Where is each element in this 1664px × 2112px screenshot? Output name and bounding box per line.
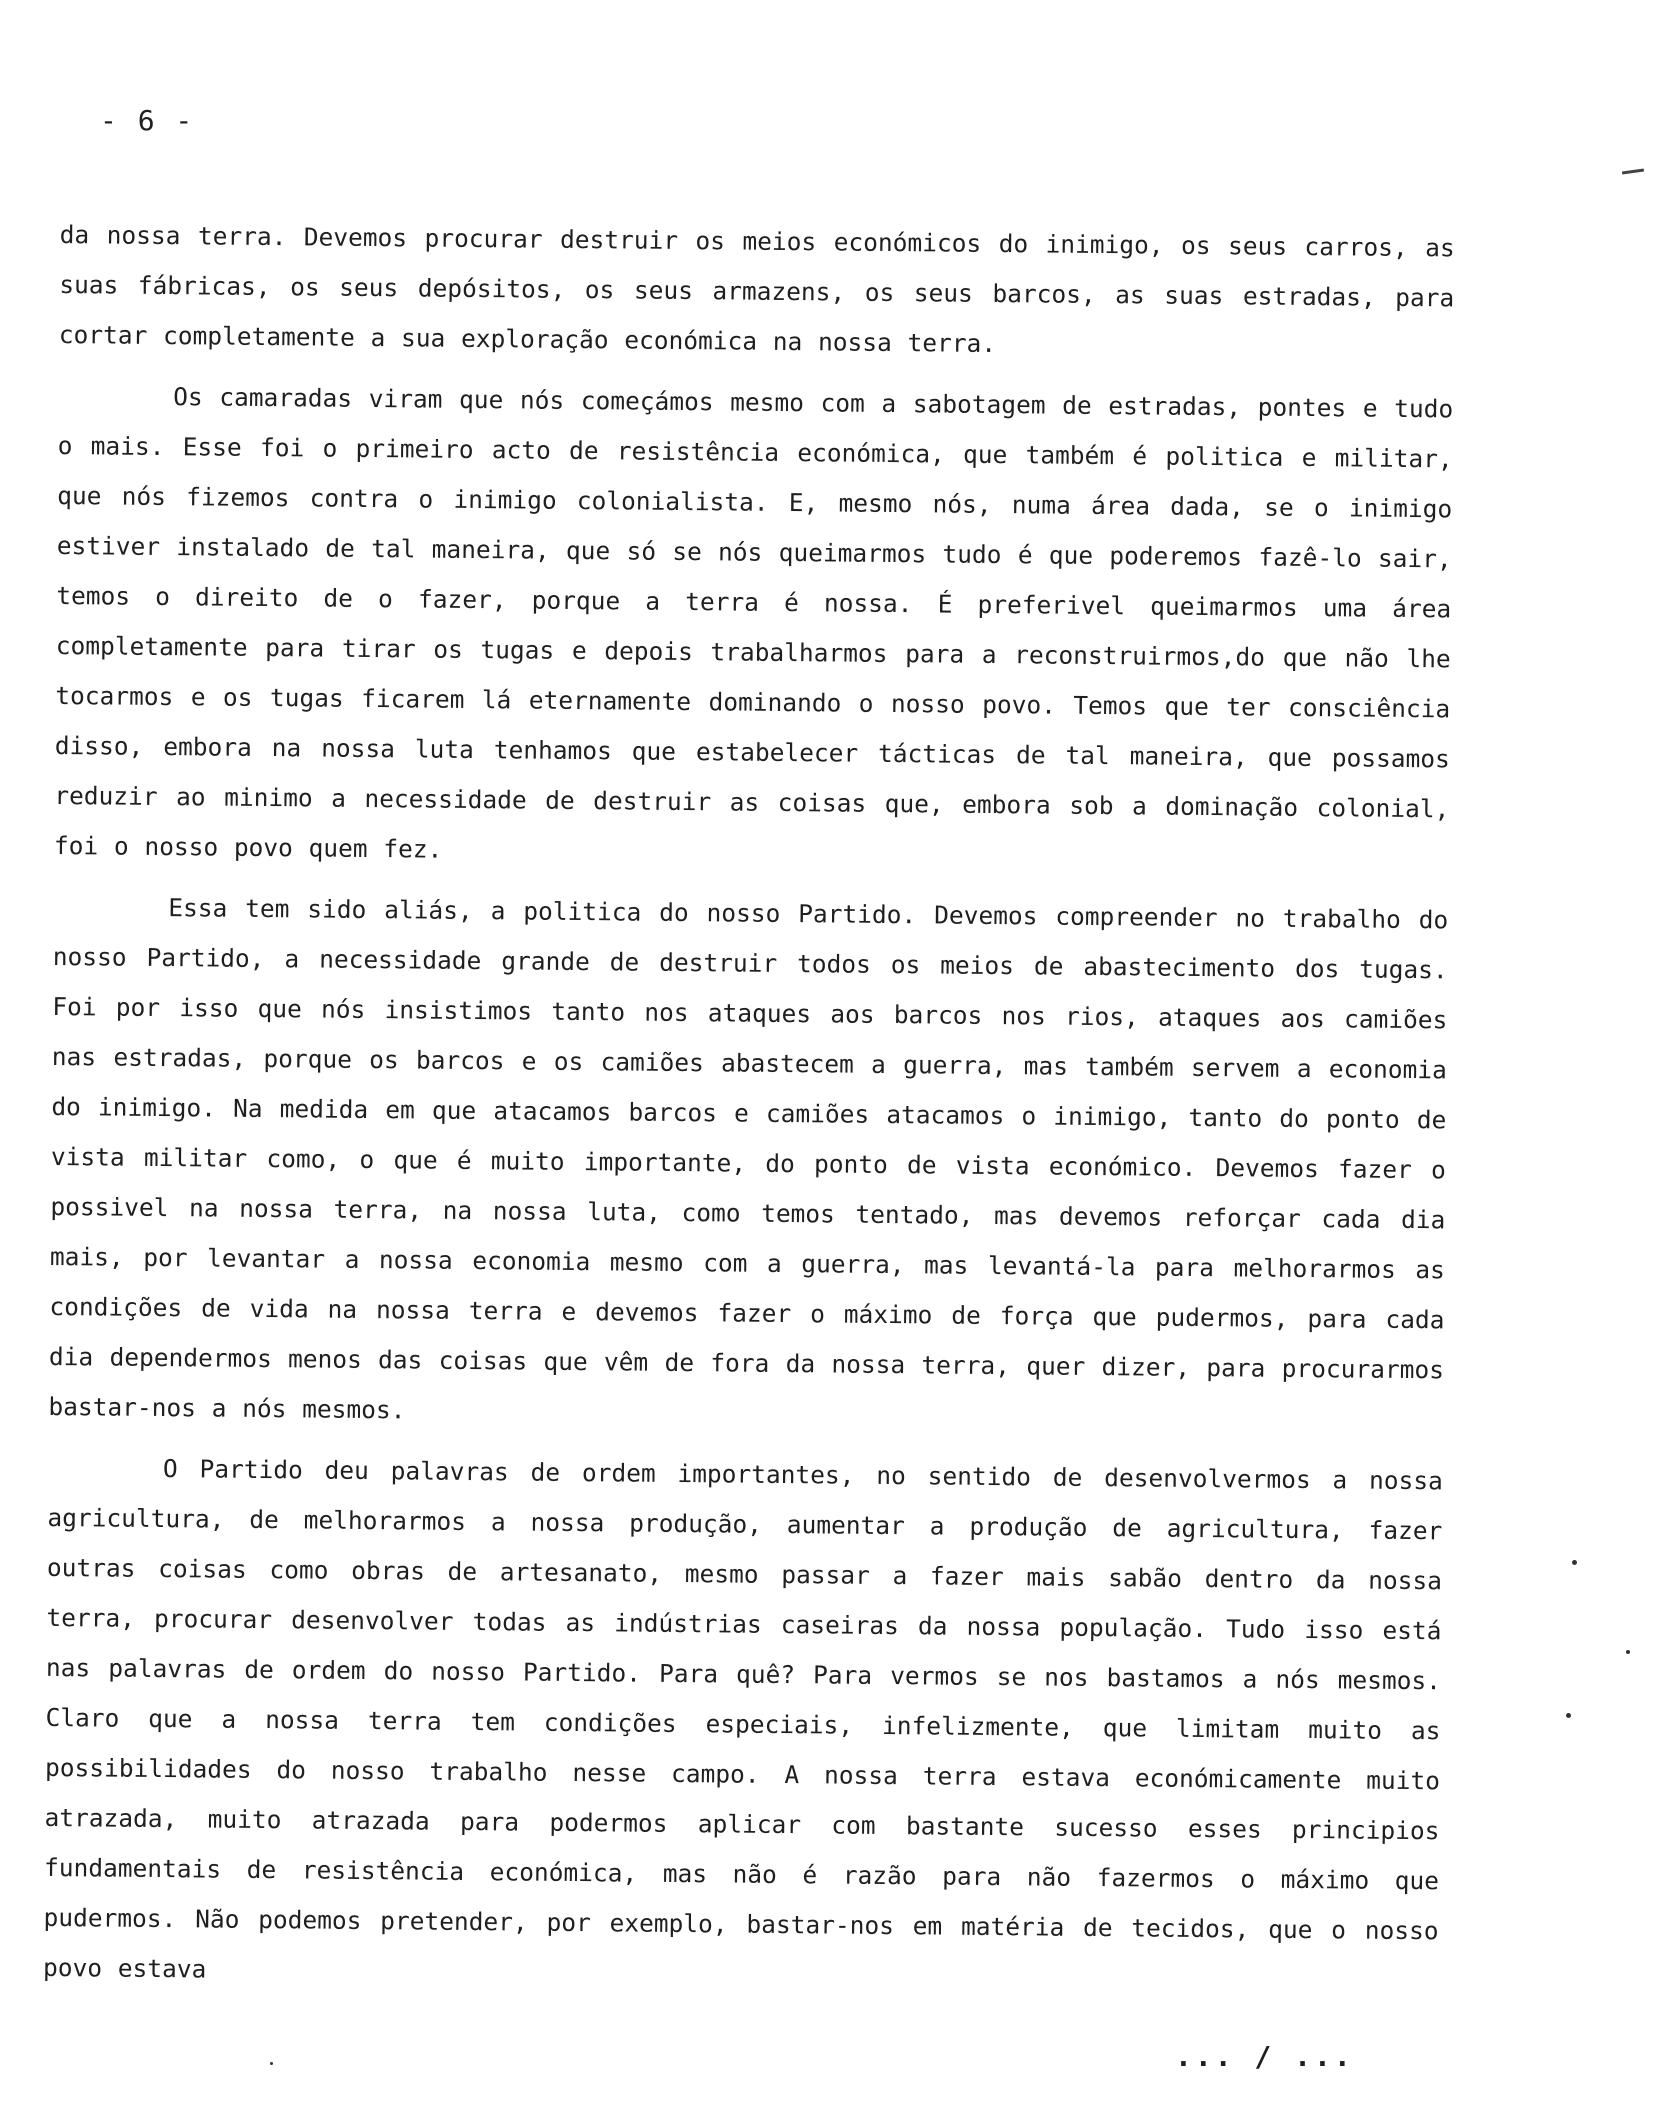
scan-speck: [270, 2062, 273, 2065]
scan-speck: [1572, 1560, 1577, 1565]
paragraph-1: da nossa terra. Devemos procurar destruir os meios económicos do inimigo, os seus carros, as suas fábricas, os seus depósitos, os seus armazens, os seus barcos, as suas estradas, para cortar completamente a sua exploração económica na nossa terra.: [58, 219, 1455, 358]
scan-edge-mark: [1622, 168, 1644, 174]
scan-speck: [1566, 1713, 1571, 1718]
continuation-marker: ... / ...: [1175, 2040, 1354, 2073]
document-body: [43, 210, 1455, 2017]
scan-speck: [1626, 1650, 1630, 1654]
paragraph-3: Essa tem sido aliás, a politica do nosso Partido. Devemos compreender no trabalho do nosso Partido, a necessidade grande de destruir todos os meios de abastecimento dos tugas. Foi por isso que nós insistimos tanto nos ataques aos barcos nos rios, ataques aos camiões nas estradas, porque os barcos e os camiões abastecem a guerra, mas também servem a economia do inimigo. Na medida em que atacamos barcos e camiões atacamos o inimigo, tanto do ponto de vista militar como, o que é muito importante, do ponto de vista económico. Devemos fazer o possivel na nossa terra, na nossa luta, como temos tentado, mas devemos reforçar cada dia mais, por levantar a nossa economia mesmo com a guerra, mas levantá-la para melhorarmos as condições de vida na nossa terra e devemos fazer o máximo de força que pudermos, para cada dia dependermos menos das coisas que vêm de fora da nossa terra, quer dizer, para procurarmos bastar-nos a nós mesmos.: [48, 893, 1449, 1425]
paragraph-4: O Partido deu palavras de ordem importantes, no sentido de desenvolvermos a nossa agricultura, de melhorarmos a nossa produção, aumentar a produção de agricultura, fazer outras coisas como obras de artesanato, mesmo passar a fazer mais sabão dentro da nossa terra, procurar desenvolver todas as indústrias caseiras da nossa população. Tudo isso está nas palavras de ordem do nosso Partido. Para quê? Para vermos se nos bastamos a nós mesmos. Claro que a nossa terra tem condições especiais, infelizmente, que limitam muito as possibilidades do nosso trabalho nesse campo. A nossa terra estava económicamente muito atrazada, muito atrazada para podermos aplicar com bastante sucesso esses principios fundamentais de resistência económica, mas não é razão para não fazermos o máximo que pudermos. Não podemos pretender, por exemplo, bastar-nos em matéria de tecidos, que o nosso povo estava: [42, 1454, 1444, 1984]
page-number: - 6 -: [100, 104, 195, 137]
paragraph-2: Os camaradas viram que nós começámos mesmo com a sabotagem de estradas, pontes e tudo o mais. Esse foi o primeiro acto de resistência económica, que também é politica e militar, que nós fizemos contra o inimigo colonialista. E, mesmo nós, numa área dada, se o inimigo estiver instalado de tal maneira, que só se nós queimarmos tudo é que poderemos fazê-lo sair, temos o direito de o fazer, porque a terra é nossa. É preferivel queimarmos uma área completamente para tirar os tugas e depois trabalharmos para a reconstruirmos,do que não lhe tocarmos e os tugas ficarem lá eternamente dominando o nosso povo. Temos que ter consciência disso, embora na nossa luta tenhamos que estabelecer tácticas de tal maneira, que possamos reduzir ao minimo a necessidade de destruir as coisas que, embora sob a dominação colonial, foi o nosso povo quem fez.: [53, 382, 1454, 864]
